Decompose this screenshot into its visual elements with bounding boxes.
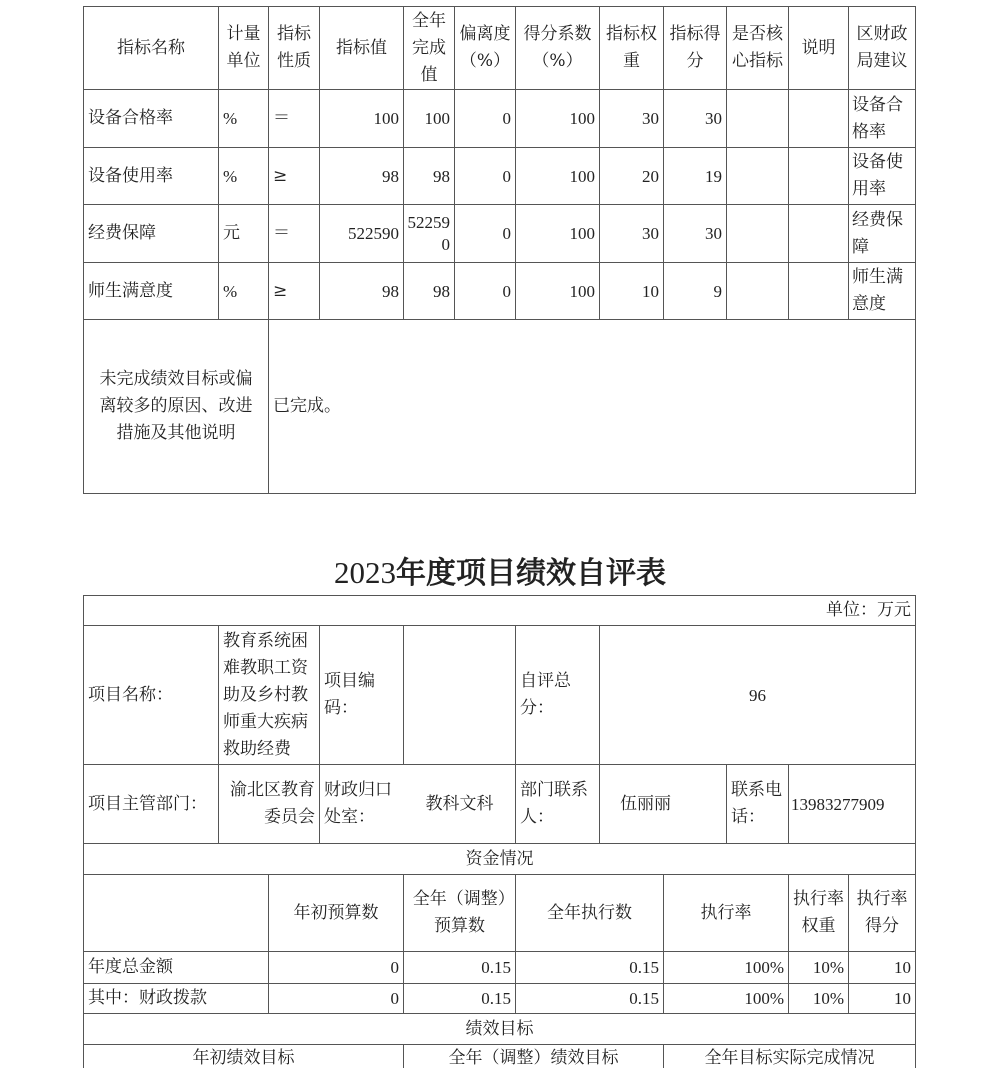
- indicator-completed: 522590: [407, 212, 450, 254]
- unit-note: 单位：万元: [826, 600, 911, 620]
- indicator-score: 30: [705, 224, 722, 243]
- indicator-value: 522590: [348, 224, 399, 243]
- indicator-value: 98: [382, 166, 399, 186]
- header-indicator-name: 指标名称: [117, 37, 185, 58]
- indicator-name: 设备使用率: [88, 165, 173, 186]
- header-completed-value: 全年完成值: [412, 10, 446, 85]
- indicator-weight: 30: [642, 109, 659, 128]
- indicator-nature: ＝: [273, 223, 290, 243]
- funds-adjusted: 0.15: [481, 958, 511, 977]
- indicator-coefficient: 100: [569, 166, 595, 186]
- indicator-name: 设备合格率: [88, 108, 173, 128]
- remark-value: 已完成。: [273, 396, 341, 416]
- indicator-core: [727, 148, 788, 204]
- funds-header-rate: 执行率: [700, 902, 752, 923]
- perf-header-initial: 年初绩效目标: [192, 1048, 295, 1068]
- perf-header-actual: 全年目标实际完成情况: [704, 1048, 875, 1068]
- indicator-deviation: 0: [502, 224, 511, 243]
- indicator-score: 30: [705, 109, 722, 128]
- indicator-nature: ≥: [273, 165, 288, 186]
- indicator-nature: ≥: [273, 280, 288, 301]
- project-code-label: 项目编码：: [324, 671, 375, 718]
- funds-executed: 0.15: [629, 989, 659, 1008]
- indicator-name: 经费保障: [88, 223, 156, 243]
- funds-row-label: 年度总金额: [88, 957, 173, 977]
- funds-adjusted: 0.15: [481, 989, 511, 1008]
- funds-header-adjusted: 全年（调整）预算数: [412, 889, 507, 936]
- funds-section-title: 资金情况: [465, 848, 534, 869]
- indicator-deviation: 0: [502, 109, 511, 128]
- indicator-suggestion: 师生满意度: [852, 267, 903, 314]
- header-score-coefficient: 得分系数（%）: [523, 24, 592, 71]
- funds-executed: 0.15: [629, 958, 659, 977]
- header-target-value: 指标值: [336, 37, 387, 58]
- indicator-score: 19: [705, 166, 722, 186]
- project-name-label: 项目名称：: [88, 684, 173, 705]
- indicator-core: [727, 90, 788, 147]
- contact-person: 伍丽丽: [620, 793, 671, 814]
- funds-row-label: 其中：财政拨款: [88, 988, 207, 1008]
- header-score: 指标得分: [669, 24, 721, 71]
- project-code: [404, 626, 515, 764]
- indicator-unit: %: [223, 166, 238, 186]
- header-nature: 指标性质: [277, 24, 311, 71]
- remark-label: 未完成绩效目标或偏离较多的原因、改进措施及其他说明: [99, 369, 253, 443]
- header-deviation: 偏离度（%）: [459, 24, 511, 71]
- indicator-core: [727, 205, 788, 262]
- phone: 13983277909: [791, 794, 885, 814]
- indicator-note: [789, 90, 848, 147]
- header-finance-suggestion: 区财政局建议: [856, 24, 908, 71]
- funds-header-rate-weight: 执行率权重: [793, 889, 844, 936]
- funds-rate: 100%: [744, 989, 784, 1008]
- indicator-deviation: 0: [502, 281, 511, 301]
- indicator-note: [789, 148, 848, 204]
- funds-rate-score: 10: [894, 958, 911, 977]
- funds-header-rate-score: 执行率得分: [856, 889, 908, 936]
- title-year: 2023: [334, 555, 396, 590]
- funds-rate-weight: 10%: [812, 958, 844, 977]
- finance-office: 教科文科: [425, 793, 494, 814]
- indicator-note: [789, 205, 848, 262]
- indicator-name: 师生满意度: [88, 280, 173, 301]
- perf-header-adjusted: 全年（调整）绩效目标: [448, 1048, 619, 1068]
- indicator-weight: 20: [642, 166, 659, 186]
- indicator-unit: %: [223, 109, 238, 128]
- funds-header-executed: 全年执行数: [547, 902, 632, 923]
- funds-rate-weight: 10%: [812, 989, 844, 1008]
- indicator-weight: 10: [642, 281, 659, 301]
- indicator-completed: 98: [433, 166, 450, 186]
- indicator-weight: 30: [642, 224, 659, 243]
- dept: 渝北区教育委员会: [230, 780, 315, 827]
- title-text: 年度项目绩效自评表: [396, 556, 666, 591]
- indicator-coefficient: 100: [569, 109, 595, 128]
- indicator-suggestion: 经费保障: [852, 209, 903, 257]
- dept-label: 项目主管部门：: [88, 793, 207, 814]
- indicator-suggestion: 设备合格率: [852, 94, 903, 142]
- contact-label: 部门联系人：: [520, 780, 588, 827]
- indicator-core: [727, 263, 788, 319]
- perf-section-title: 绩效目标: [465, 1018, 534, 1039]
- page-title: [0, 548, 1000, 592]
- header-core-indicator: 是否核心指标: [732, 24, 783, 71]
- total-score-label: 自评总分：: [520, 671, 571, 718]
- indicator-completed: 100: [424, 109, 450, 128]
- indicator-score: 9: [713, 281, 722, 301]
- header-weight: 指标权重: [606, 24, 657, 71]
- header-unit: 计量单位: [226, 24, 261, 71]
- indicator-deviation: 0: [502, 166, 511, 186]
- indicator-unit: 元: [223, 223, 240, 243]
- indicator-nature: ＝: [273, 108, 290, 128]
- finance-office-label: 财政归口处室：: [324, 780, 392, 827]
- header-note: 说明: [801, 37, 836, 58]
- total-score: 96: [749, 685, 766, 705]
- funds-rate: 100%: [744, 958, 784, 977]
- funds-header-initial: 年初预算数: [293, 902, 379, 923]
- indicator-suggestion: 设备使用率: [852, 152, 903, 199]
- indicator-value: 98: [382, 281, 399, 301]
- funds-initial: 0: [390, 958, 399, 977]
- indicator-value: 100: [373, 109, 399, 128]
- funds-initial: 0: [390, 989, 399, 1008]
- indicator-coefficient: 100: [569, 224, 595, 243]
- phone-label: 联系电话：: [731, 780, 782, 827]
- indicator-note: [789, 263, 848, 319]
- funds-rate-score: 10: [894, 989, 911, 1008]
- indicator-unit: %: [223, 281, 238, 301]
- indicator-completed: 98: [433, 281, 450, 301]
- project-name: 教育系统困难教职工资助及乡村教师重大疾病救助经费: [223, 630, 308, 759]
- indicator-coefficient: 100: [569, 281, 595, 301]
